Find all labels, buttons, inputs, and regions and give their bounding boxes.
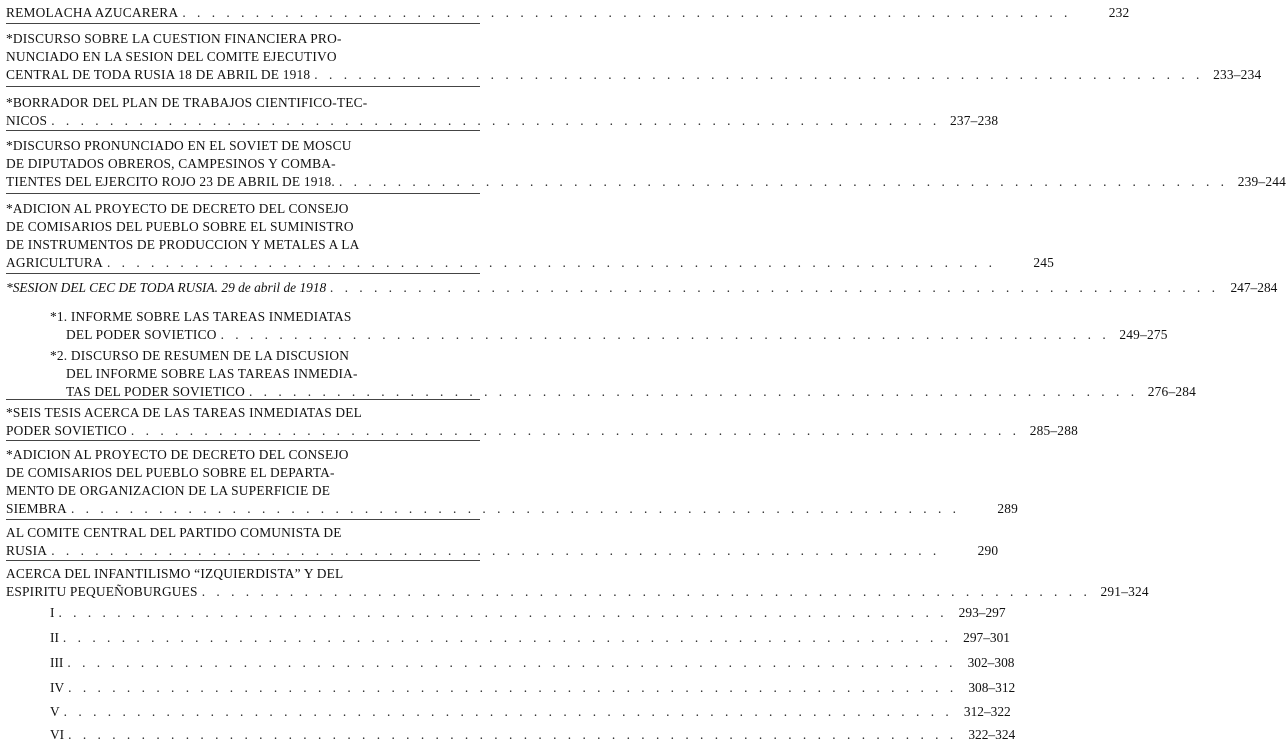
toc-entry — [6, 4, 1130, 22]
chapter-numeral: V — [50, 704, 60, 719]
entry-title: *SESION DEL CEC DE TODA RUSIA. 29 de abril de 1918 — [6, 280, 327, 295]
toc-line — [50, 726, 1016, 744]
entry-title-line: RUSIA — [6, 543, 48, 558]
entry-title-line: DEL INFORME SOBRE LAS TAREAS INMEDIA- — [66, 366, 358, 381]
chapter-numeral: II — [50, 630, 59, 645]
entry-title-line: DEL PODER SOVIETICO — [66, 327, 217, 342]
dot-leader: . . . . . . . . . . . . . . . . . . . . . . . . . . . . . . . . . . . . . . . . . . . . . . . . . . . . . . . . . . . . . — [314, 67, 1204, 82]
toc-entry — [6, 565, 1149, 601]
entry-title-line: AGRICULTURA — [6, 255, 103, 270]
page-number: 249–275 — [1119, 327, 1168, 342]
dot-leader: . . . . . . . . . . . . . . . . . . . . . . . . . . . . . . . . . . . . . . . . . . . . . . . . . . . . . . . . . . . . . — [68, 680, 958, 695]
entry-title-line: PODER SOVIETICO — [6, 423, 127, 438]
dot-leader: . . . . . . . . . . . . . . . . . . . . . . . . . . . . . . . . . . . . . . . . . . . . . . . . . . . . . . . . . . . . . — [330, 280, 1220, 295]
toc-entry — [6, 404, 1078, 440]
toc-line — [6, 173, 1286, 191]
toc-line — [6, 422, 1078, 440]
entry-title-line: TIENTES DEL EJERCITO ROJO 23 DE ABRIL DE 1918. — [6, 174, 335, 189]
entry-title-line: CENTRAL DE TODA RUSIA 18 DE ABRIL DE 1918 — [6, 67, 311, 82]
page-number: 233–234 — [1213, 67, 1262, 82]
toc-line — [50, 347, 480, 365]
toc-line — [50, 604, 1006, 622]
toc-line — [6, 4, 1130, 22]
entry-title-line: *DISCURSO SOBRE LA CUESTION FINANCIERA PRO- — [6, 31, 342, 46]
chapter-numeral: IV — [50, 680, 65, 695]
page-number: 247–284 — [1230, 280, 1278, 295]
toc-chapter — [50, 679, 1016, 697]
toc-line — [6, 565, 480, 583]
toc-line — [6, 279, 1278, 297]
entry-title-line: NUNCIADO EN LA SESION DEL COMITE EJECUTIVO — [6, 49, 337, 64]
entry-title-line: AL COMITE CENTRAL DEL PARTIDO COMUNISTA DE — [6, 525, 342, 540]
chapter-numeral: III — [50, 655, 64, 670]
toc-line — [50, 703, 1011, 721]
divider — [6, 193, 480, 194]
page-number: 322–324 — [968, 727, 1016, 742]
dot-leader: . . . . . . . . . . . . . . . . . . . . . . . . . . . . . . . . . . . . . . . . . . . . . . . . . . . . . . . . . . . . . — [248, 384, 1139, 399]
dot-leader: . . . . . . . . . . . . . . . . . . . . . . . . . . . . . . . . . . . . . . . . . . . . . . . . . . . . . . . . . . . . . — [58, 605, 948, 620]
dot-leader: . . . . . . . . . . . . . . . . . . . . . . . . . . . . . . . . . . . . . . . . . . . . . . . . . . . . . . . . . . . . . — [201, 584, 1091, 599]
toc-line — [50, 326, 1168, 344]
dot-leader: . . . . . . . . . . . . . . . . . . . . . . . . . . . . . . . . . . . . . . . . . . . . . . . . . . . . . . . . . . . . . — [182, 5, 1072, 20]
divider — [6, 440, 480, 441]
toc-line — [50, 654, 1015, 672]
entry-title-line: ACERCA DEL INFANTILISMO “IZQUIERDISTA” Y DEL — [6, 566, 344, 581]
toc-chapter — [50, 629, 1010, 647]
dot-leader: . . . . . . . . . . . . . . . . . . . . . . . . . . . . . . . . . . . . . . . . . . . . . . . . . . . . . . . . . . . . . — [68, 727, 958, 742]
entry-title-line: *1. INFORME SOBRE LAS TAREAS INMEDIATAS — [50, 309, 352, 324]
toc-line — [50, 629, 1010, 647]
entry-title-line: *2. DISCURSO DE RESUMEN DE LA DISCUSION — [50, 348, 350, 363]
entry-title: REMOLACHA AZUCARERA — [6, 5, 179, 20]
entry-title-line: NICOS — [6, 113, 48, 128]
dot-leader: . . . . . . . . . . . . . . . . . . . . . . . . . . . . . . . . . . . . . . . . . . . . . . . . . . . . . . . . . . . . . — [67, 655, 957, 670]
toc-subentry — [50, 347, 1197, 401]
dot-leader: . . . . . . . . . . . . . . . . . . . . . . . . . . . . . . . . . . . . . . . . . . . . . . . . . . . . . . . . . . . . . — [130, 423, 1020, 438]
dot-leader: . . . . . . . . . . . . . . . . . . . . . . . . . . . . . . . . . . . . . . . . . . . . . . . . . . . . . . . . . . . . . — [51, 543, 941, 558]
dot-leader: . . . . . . . . . . . . . . . . . . . . . . . . . . . . . . . . . . . . . . . . . . . . . . . . . . . . . . . . . . . . . — [63, 704, 953, 719]
divider — [6, 399, 480, 400]
entry-title-line: *DISCURSO PRONUNCIADO EN EL SOVIET DE MOSCU — [6, 138, 352, 153]
entry-title-line: DE COMISARIOS DEL PUEBLO SOBRE EL DEPARTA- — [6, 465, 335, 480]
page-number: 290 — [977, 543, 999, 558]
entry-title-line: DE INSTRUMENTOS DE PRODUCCION Y METALES A LA — [6, 237, 360, 252]
entry-title-line: *ADICION AL PROYECTO DE DECRETO DEL CONSEJO — [6, 447, 349, 462]
entry-title-line: SIEMBRA — [6, 501, 67, 516]
page-number: 289 — [997, 501, 1019, 516]
toc-line — [6, 200, 480, 218]
toc-line — [6, 404, 480, 422]
page-number: 302–308 — [967, 655, 1015, 670]
page-number: 245 — [1033, 255, 1055, 270]
toc-line — [6, 137, 480, 155]
entry-title-line: DE COMISARIOS DEL PUEBLO SOBRE EL SUMINISTRO — [6, 219, 354, 234]
toc-entry — [6, 446, 1019, 518]
toc-line — [6, 236, 480, 254]
page-number: 276–284 — [1147, 384, 1197, 399]
toc-line — [50, 365, 480, 383]
toc-chapter — [50, 703, 1011, 721]
toc-line — [6, 583, 1149, 601]
toc-line — [6, 112, 999, 130]
toc-chapter — [50, 654, 1015, 672]
dot-leader: . . . . . . . . . . . . . . . . . . . . . . . . . . . . . . . . . . . . . . . . . . . . . . . . . . . . . . . . . . . . . — [106, 255, 997, 270]
toc-entry — [6, 137, 1286, 191]
toc-chapter — [50, 726, 1016, 744]
chapter-numeral: VI — [50, 727, 65, 742]
dot-leader: . . . . . . . . . . . . . . . . . . . . . . . . . . . . . . . . . . . . . . . . . . . . . . . . . . . . . . . . . . . . . — [338, 174, 1229, 189]
page-number: 232 — [1108, 5, 1130, 20]
entry-title-line: *SEIS TESIS ACERCA DE LAS TAREAS INMEDIATAS DEL — [6, 405, 363, 420]
page-number: 297–301 — [963, 630, 1010, 645]
toc-line — [6, 464, 480, 482]
toc-chapter — [50, 604, 1006, 622]
page-number: 293–297 — [958, 605, 1006, 620]
chapter-numeral: I — [50, 605, 55, 620]
toc-entry — [6, 524, 999, 560]
page-number: 312–322 — [963, 704, 1011, 719]
divider — [6, 23, 480, 24]
toc-line — [6, 218, 480, 236]
entry-title-line: *BORRADOR DEL PLAN DE TRABAJOS CIENTIFICO-TEC- — [6, 95, 368, 110]
dot-leader: . . . . . . . . . . . . . . . . . . . . . . . . . . . . . . . . . . . . . . . . . . . . . . . . . . . . . . . . . . . . . — [220, 327, 1110, 342]
divider — [6, 273, 480, 274]
toc-line — [6, 542, 999, 560]
toc-line — [6, 155, 480, 173]
page-number: 239–244 — [1237, 174, 1286, 189]
divider — [6, 86, 480, 87]
toc-entry — [6, 200, 1055, 272]
divider — [6, 560, 480, 561]
entry-title-line: ESPIRITU PEQUEÑOBURGUES — [6, 584, 198, 599]
toc-line — [6, 30, 480, 48]
page-number: 308–312 — [968, 680, 1016, 695]
toc-entry — [6, 30, 1262, 84]
dot-leader: . . . . . . . . . . . . . . . . . . . . . . . . . . . . . . . . . . . . . . . . . . . . . . . . . . . . . . . . . . . . . — [51, 113, 941, 128]
dot-leader: . . . . . . . . . . . . . . . . . . . . . . . . . . . . . . . . . . . . . . . . . . . . . . . . . . . . . . . . . . . . . — [70, 501, 961, 516]
dot-leader: . . . . . . . . . . . . . . . . . . . . . . . . . . . . . . . . . . . . . . . . . . . . . . . . . . . . . . . . . . . . . — [62, 630, 952, 645]
entry-title-line: DE DIPUTADOS OBREROS, CAMPESINOS Y COMBA- — [6, 156, 336, 171]
toc-line — [50, 679, 1016, 697]
divider — [6, 130, 480, 131]
toc-line — [6, 254, 1055, 272]
toc-line — [6, 48, 480, 66]
toc-line — [6, 500, 1019, 518]
toc-line — [6, 524, 480, 542]
toc-line — [6, 66, 1262, 84]
entry-title-line: *ADICION AL PROYECTO DE DECRETO DEL CONSEJO — [6, 201, 349, 216]
entry-title-line: TAS DEL PODER SOVIETICO — [66, 384, 245, 399]
divider — [6, 519, 480, 520]
toc-line — [50, 308, 480, 326]
page-number: 291–324 — [1100, 584, 1149, 599]
toc-entry — [6, 279, 1278, 297]
toc-line — [6, 482, 480, 500]
toc-entry — [6, 94, 999, 130]
page-number: 285–288 — [1029, 423, 1078, 438]
toc-line — [6, 446, 480, 464]
page-number: 237–238 — [949, 113, 999, 128]
toc-subentry — [50, 308, 1168, 344]
toc-line — [6, 94, 480, 112]
entry-title-line: MENTO DE ORGANIZACION DE LA SUPERFICIE DE — [6, 483, 331, 498]
